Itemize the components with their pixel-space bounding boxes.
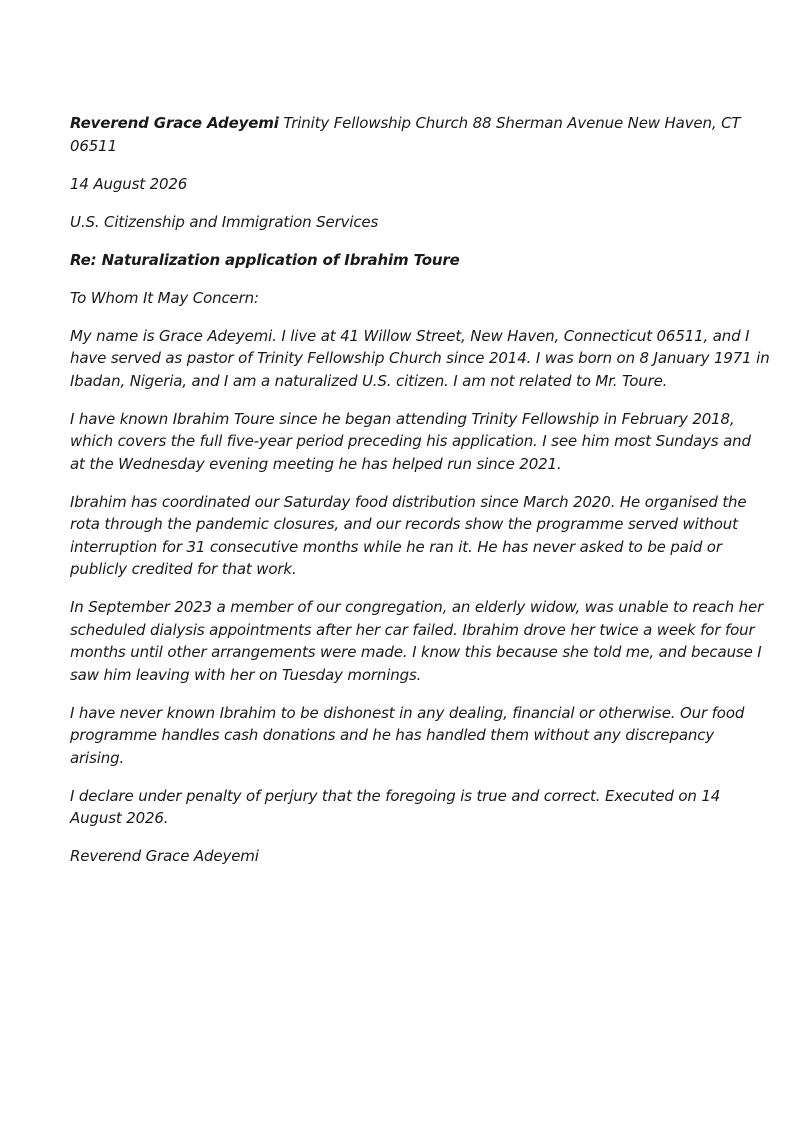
body-paragraph-1: My name is Grace Adeyemi. I live at 41 Willow Street, New Haven, Connecticut 06511, and I have served as pastor of Trinity Fellowship Church since 2014. I was born on 8 January 1971 in Ibadan, Nigeria, and I am a naturalized U.S. citizen. I am not related to Mr. Toure. — [70, 326, 770, 390]
sender-header — [70, 112, 770, 157]
signature: Reverend Grace Adeyemi — [70, 847, 259, 865]
body-paragraph-3: Ibrahim has coordinated our Saturday food distribution since March 2020. He organised the rota through the pandemic closures, and our records show the programme served without interruption for 31 consecutive months while he ran it. He has never asked to be paid or publicly credited for that work. — [70, 492, 747, 578]
sender-name: Reverend Grace Adeyemi — [70, 114, 279, 132]
subject-line: Re: Naturalization application of Ibrahim Toure — [70, 250, 460, 269]
body-paragraph-4: In September 2023 a member of our congregation, an elderly widow, was unable to reach her scheduled dialysis appointments after her car failed. Ibrahim drove her twice a week for four months until other arrangements were made. I know this because she told me, and because I saw him leaving with her on Tuesday mornings. — [70, 598, 764, 684]
salutation: To Whom It May Concern: — [70, 288, 259, 307]
recipient: U.S. Citizenship and Immigration Services — [70, 212, 379, 231]
body-paragraph-5: I have never known Ibrahim to be dishonest in any dealing, financial or otherwise. Our food programme handles cash donations and he has handled them without any discrepancy arising. — [70, 703, 745, 767]
letter-date: 14 August 2026 — [70, 174, 188, 193]
letter — [70, 112, 770, 883]
sender-address: Trinity Fellowship Church 88 Sherman Avenue New Haven, CT 06511 — [70, 114, 741, 155]
body-paragraph-2: I have known Ibrahim Toure since he began attending Trinity Fellowship in February 2018, which covers the full five-year period preceding his application. I see him most Sundays and at the Wednesday evening meeting he has helped run since 2021. — [70, 409, 751, 473]
declaration: I declare under penalty of perjury that the foregoing is true and correct. Executed on 14 August 2026. — [70, 786, 721, 827]
